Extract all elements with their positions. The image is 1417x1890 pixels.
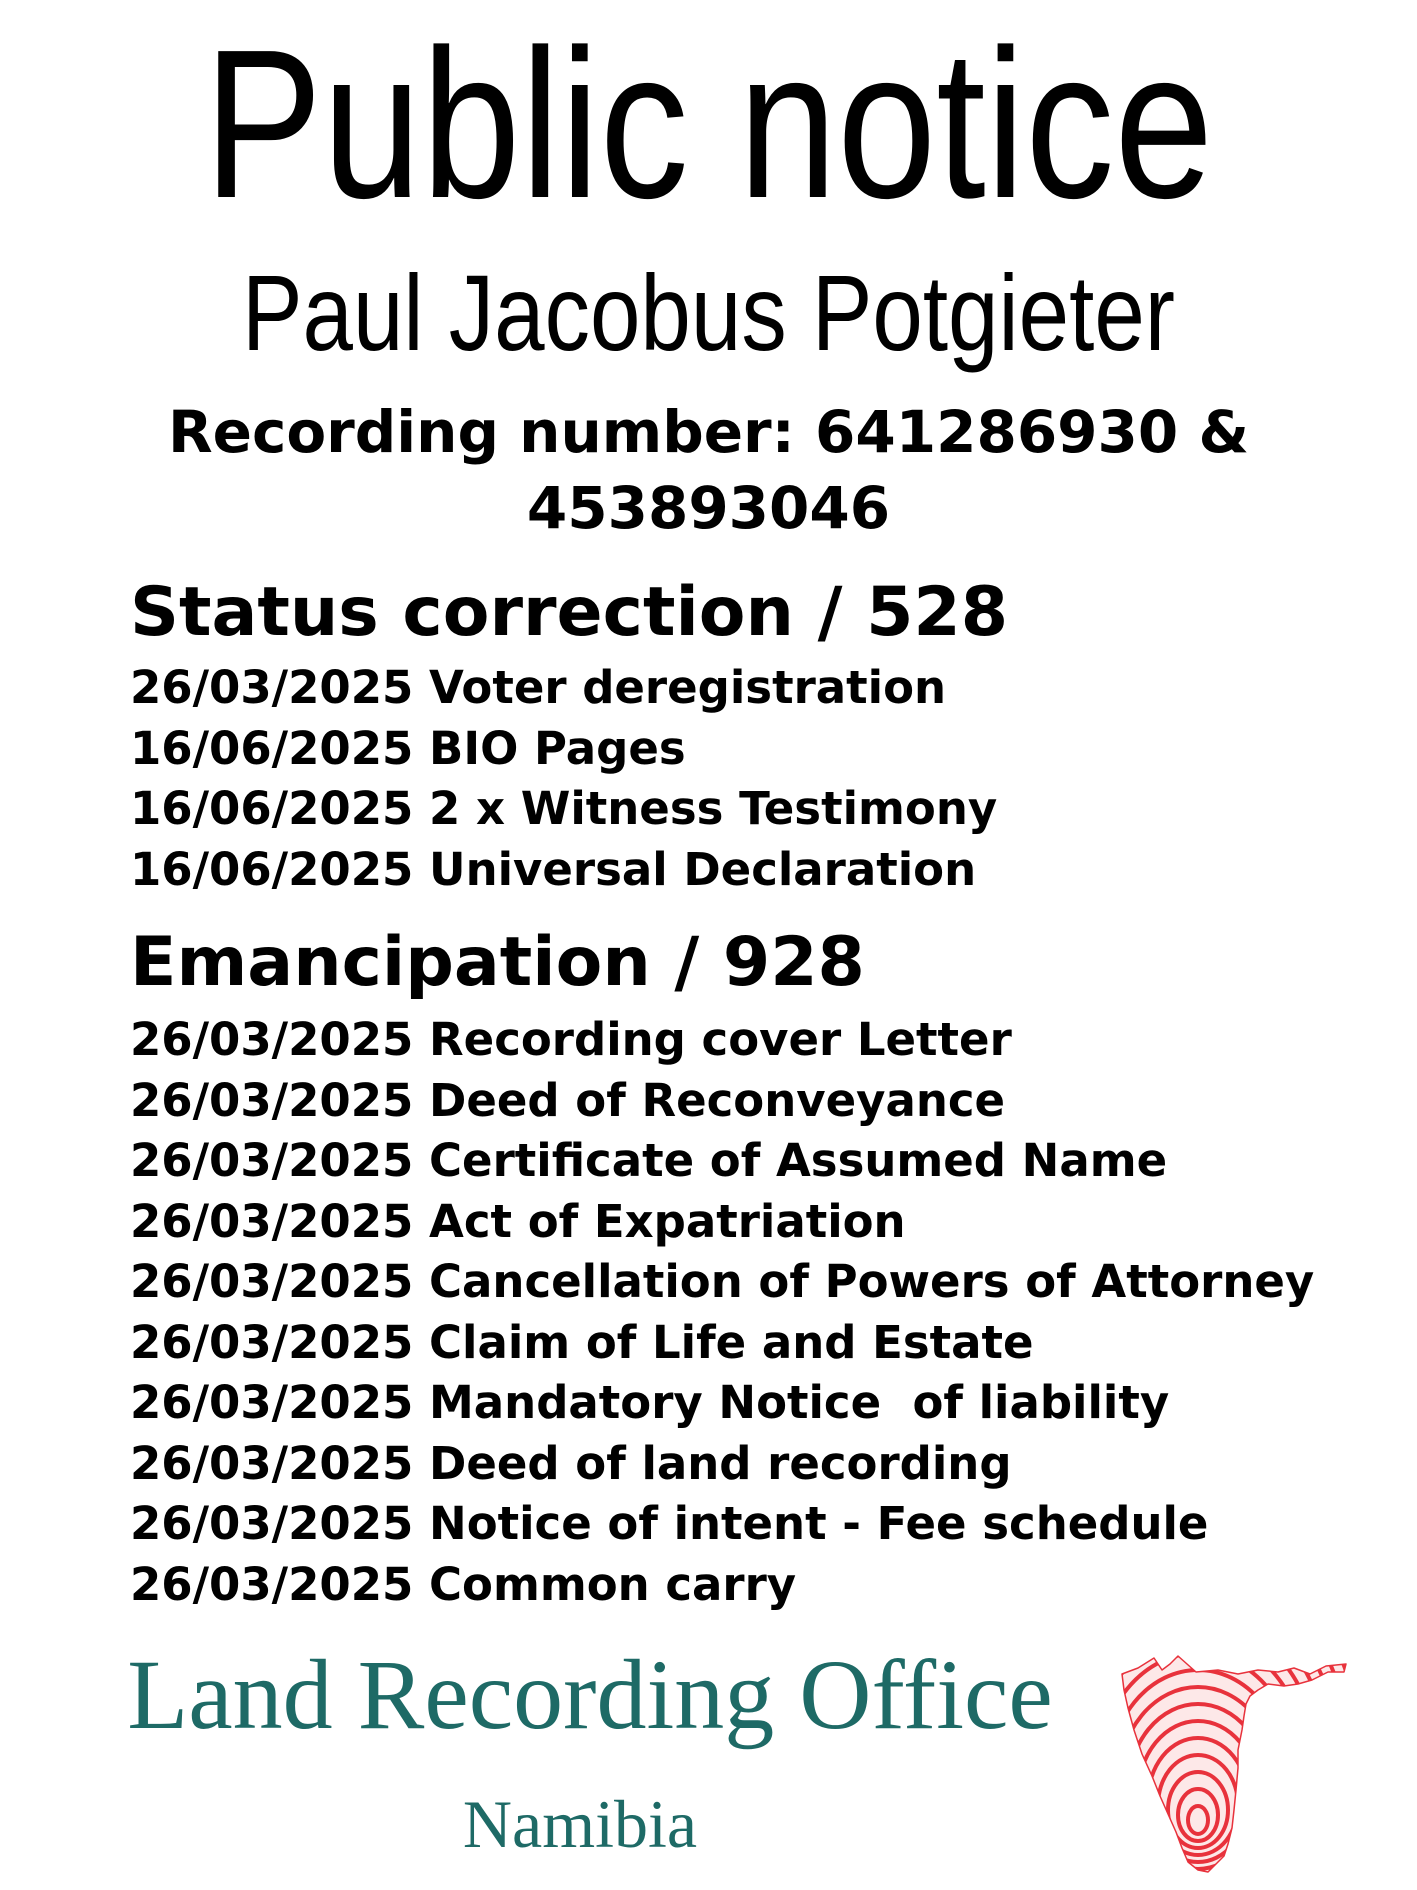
notice-title: Public notice [203, 5, 1214, 242]
entry-date: 16/06/2025 [130, 842, 414, 896]
entry-date: 26/03/2025 [130, 1315, 414, 1369]
entry-text: Claim of Life and Estate [429, 1315, 1034, 1369]
list-item [130, 1494, 1330, 1555]
entry-date: 16/06/2025 [130, 782, 414, 835]
recording-number-line2: 453893046 [526, 474, 891, 542]
entry-text: Deed of land recording [429, 1436, 1012, 1490]
entry-text: Notice of intent - Fee schedule [429, 1497, 1209, 1550]
list-item [130, 1192, 1330, 1253]
entry-text: Cancellation of Powers of Attorney [429, 1255, 1315, 1308]
emancipation-list [130, 1010, 1330, 1615]
namibia-map-fingerprint-icon [1118, 1650, 1350, 1880]
entry-date: 26/03/2025 [130, 1013, 414, 1066]
list-item [130, 840, 1330, 901]
entry-text: BIO Pages [429, 721, 686, 775]
entry-text: Mandatory Notice of liability [429, 1376, 1170, 1429]
list-item [130, 1313, 1330, 1374]
entry-text: Act of Expatriation [429, 1194, 906, 1248]
entry-date: 16/06/2025 [130, 721, 414, 775]
list-item [130, 1434, 1330, 1495]
status-correction-section [130, 572, 1330, 900]
entry-text: 2 x Witness Testimony [429, 782, 998, 835]
person-name: Paul Jacobus Potgieter [241, 252, 1175, 373]
recording-number-line1: Recording number: 641286930 & [167, 398, 1250, 466]
list-item [130, 719, 1330, 780]
list-item [130, 1010, 1330, 1071]
entry-date: 26/03/2025 [130, 661, 414, 714]
status-correction-list [130, 658, 1330, 900]
office-name: Land Recording Office [127, 1639, 1053, 1750]
entry-date: 26/03/2025 [130, 1134, 414, 1187]
entry-text: Deed of Reconveyance [429, 1073, 1006, 1127]
list-item [130, 1373, 1330, 1434]
office-country: Namibia [462, 1786, 698, 1862]
entry-date: 26/03/2025 [130, 1073, 414, 1127]
entry-text: Recording cover Letter [429, 1013, 1012, 1066]
entry-text: Universal Declaration [429, 842, 977, 896]
emancipation-section [130, 922, 1330, 1615]
entry-date: 26/03/2025 [130, 1557, 414, 1611]
status-correction-heading: Status correction / 528 [130, 573, 1009, 652]
entry-date: 26/03/2025 [130, 1376, 414, 1429]
entry-date: 26/03/2025 [130, 1255, 414, 1308]
entry-date: 26/03/2025 [130, 1497, 414, 1550]
entry-date: 26/03/2025 [130, 1436, 414, 1490]
list-item [130, 1071, 1330, 1132]
list-item [130, 658, 1330, 719]
entry-date: 26/03/2025 [130, 1194, 414, 1248]
entry-text: Voter deregistration [429, 661, 947, 714]
list-item [130, 779, 1330, 840]
list-item [130, 1252, 1330, 1313]
entry-text: Common carry [429, 1557, 797, 1611]
emancipation-heading: Emancipation / 928 [130, 923, 865, 1002]
list-item [130, 1131, 1330, 1192]
recording-number [0, 394, 1417, 546]
entry-text: Certificate of Assumed Name [429, 1134, 1168, 1187]
list-item [130, 1555, 1330, 1616]
